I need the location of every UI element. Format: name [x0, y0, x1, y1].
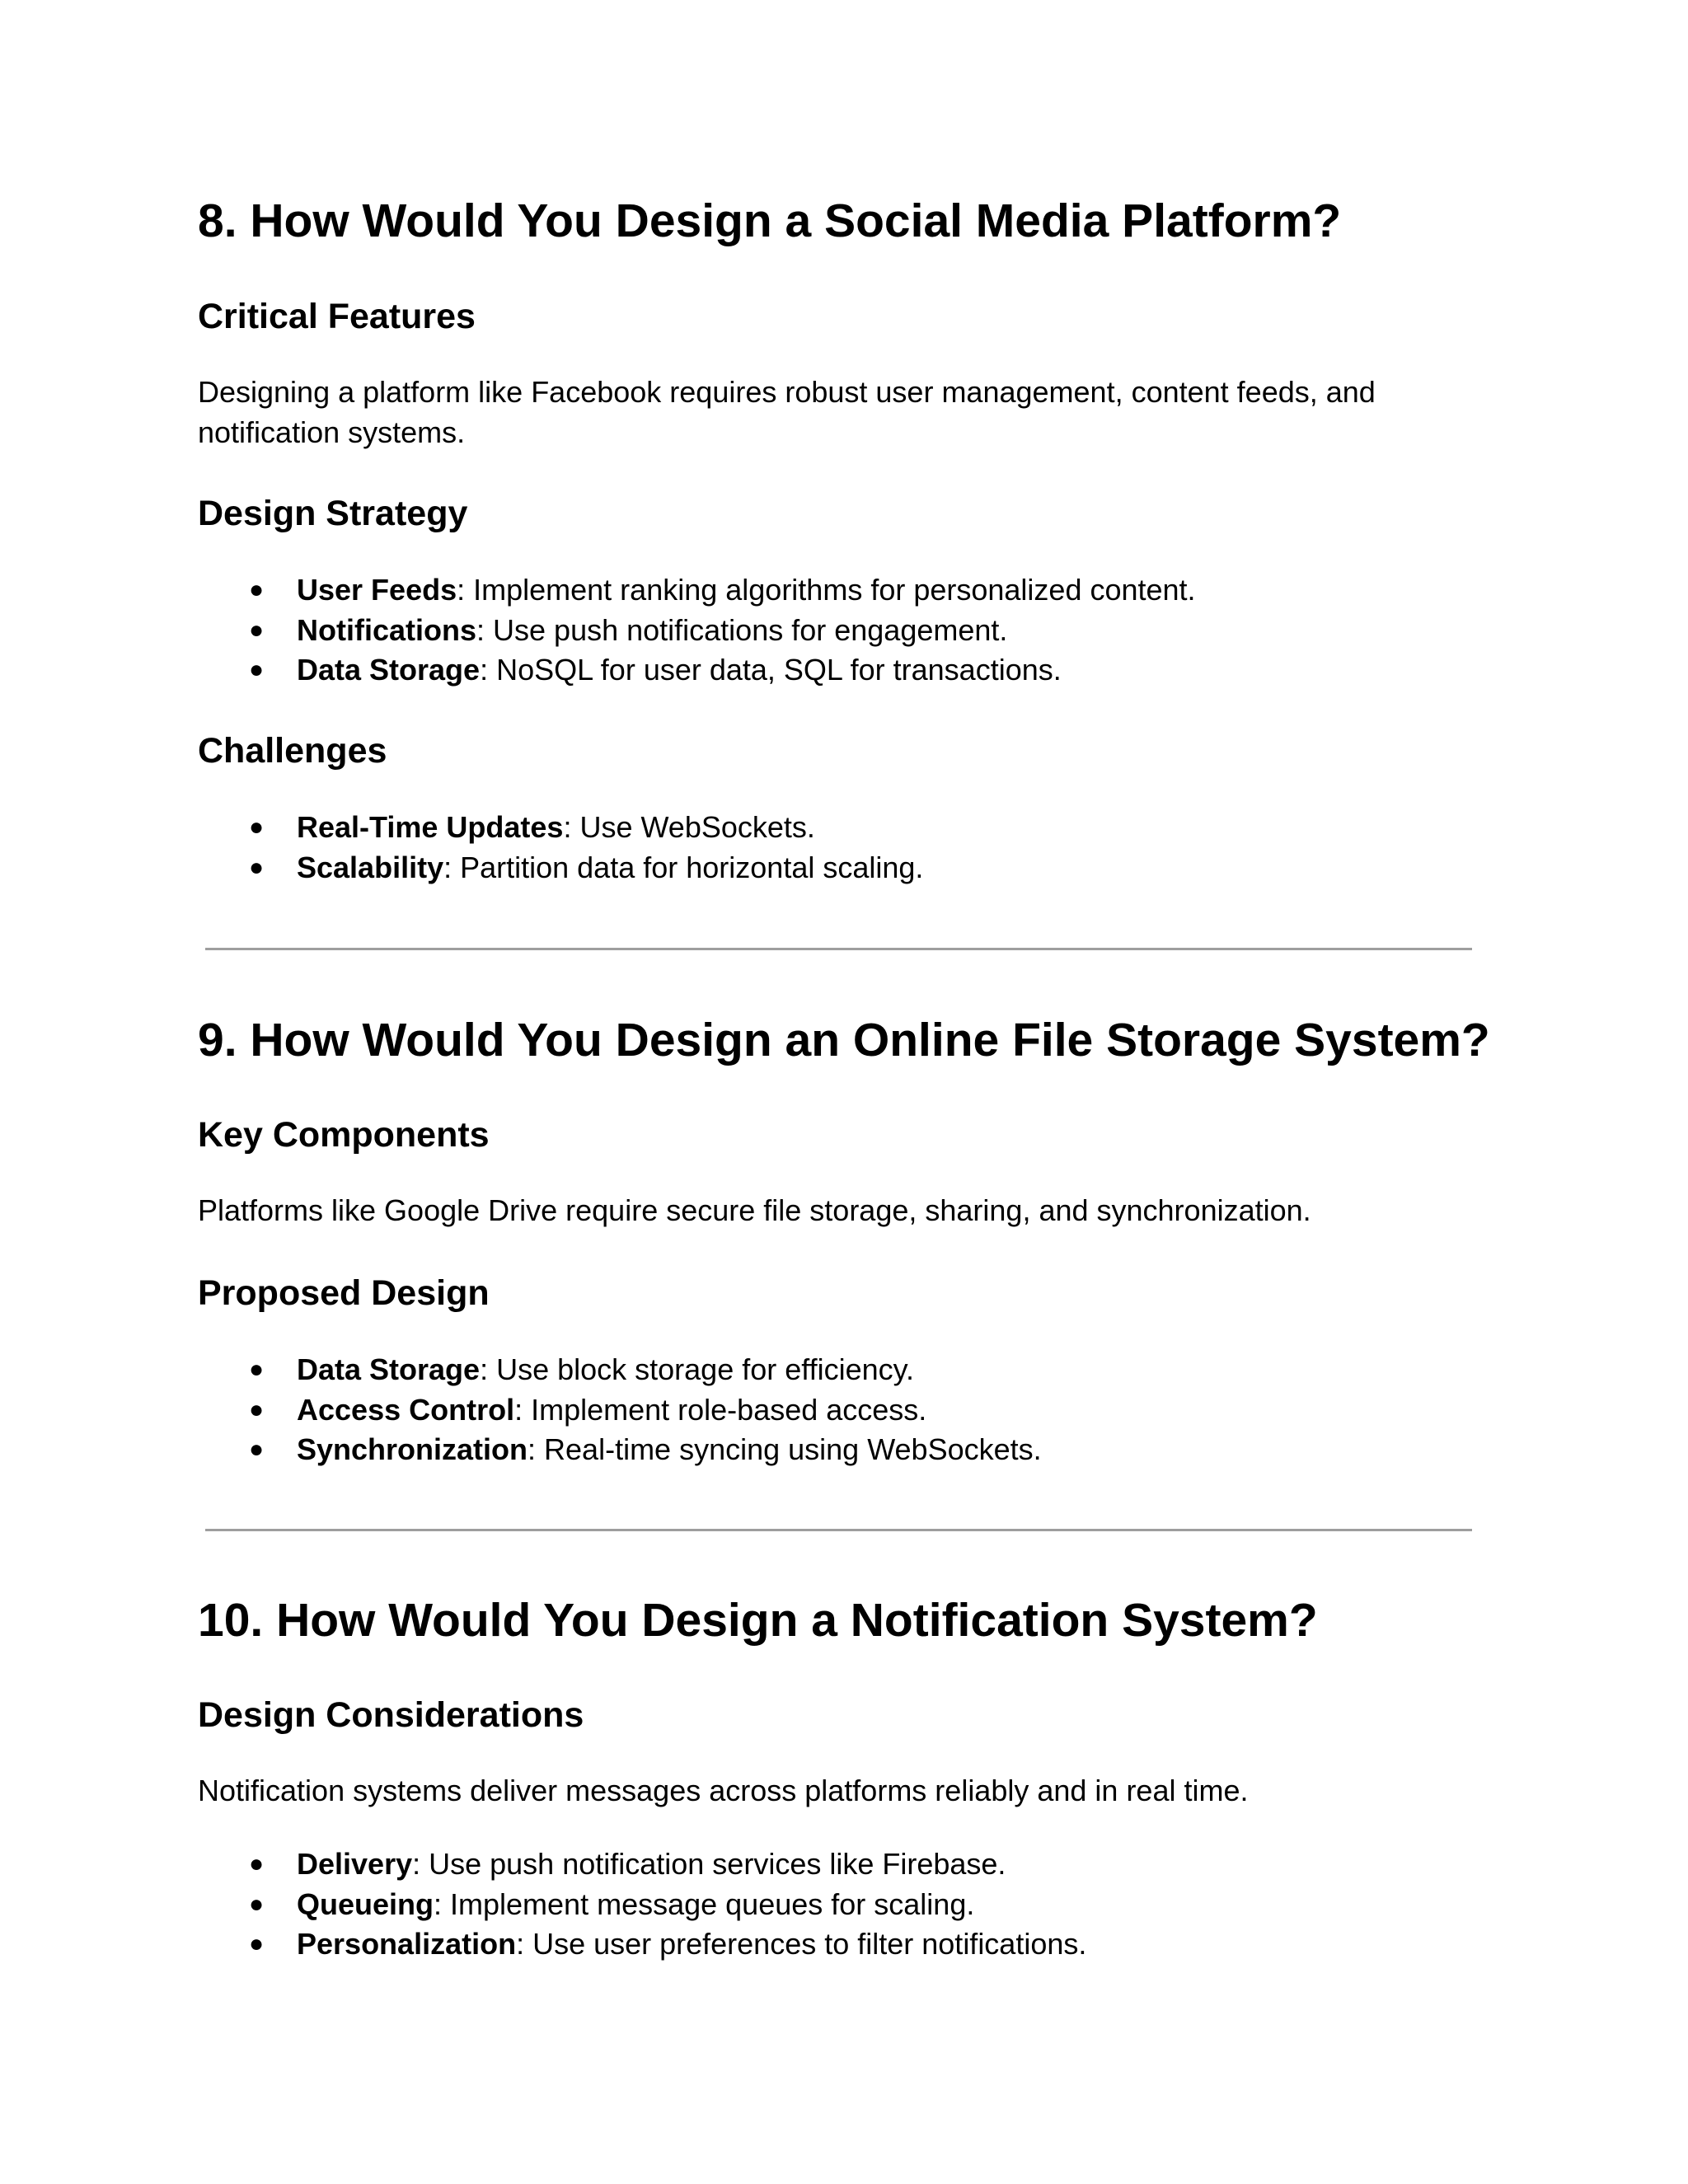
list-item	[198, 1885, 1086, 1925]
design-strategy-heading: Design Strategy	[198, 494, 468, 533]
proposed-design-list	[198, 1350, 1042, 1470]
section-8-title: 8. How Would You Design a Social Media Platform?	[198, 194, 1342, 247]
bullet-icon: ●	[249, 576, 265, 603]
list-item	[198, 570, 1196, 611]
list-item	[198, 1430, 1042, 1470]
list-item-term: Data Storage	[297, 1352, 481, 1386]
bullet-icon: ●	[249, 1930, 265, 1957]
list-item-desc: : Implement message queues for scaling.	[434, 1886, 975, 1921]
list-item	[198, 1924, 1086, 1965]
list-item-desc: : Use user preferences to filter notifications.	[516, 1927, 1087, 1961]
bullet-icon: ●	[249, 853, 265, 881]
bullet-icon: ●	[249, 813, 265, 841]
bullet-icon: ●	[249, 1436, 265, 1463]
list-item-desc: : Use WebSockets.	[563, 810, 815, 844]
challenges-list	[198, 808, 923, 888]
list-item-term: Personalization	[297, 1927, 517, 1961]
list-item-desc: : Implement ranking algorithms for personalized content.	[457, 573, 1196, 607]
list-item-term: User Feeds	[297, 573, 457, 607]
list-item	[198, 848, 923, 888]
section-10-title: 10. How Would You Design a Notification System?	[198, 1594, 1318, 1647]
bullet-icon: ●	[249, 616, 265, 644]
list-item-term: Access Control	[297, 1392, 515, 1427]
list-item-term: Delivery	[297, 1847, 413, 1881]
design-strategy-list	[198, 570, 1196, 691]
list-item-term: Queueing	[297, 1886, 434, 1921]
list-item-desc: : Partition data for horizontal scaling.	[443, 850, 924, 884]
list-item-term: Data Storage	[297, 653, 481, 687]
design-considerations-list	[198, 1844, 1086, 1965]
list-item-term: Scalability	[297, 850, 444, 884]
list-item	[198, 1350, 1042, 1390]
list-item-desc: : Use push notifications for engagement.	[476, 612, 1008, 647]
list-item-term: Synchronization	[297, 1432, 528, 1466]
list-item-desc: : Use block storage for efficiency.	[480, 1352, 914, 1386]
section-9-title: 9. How Would You Design an Online File Storage System?	[198, 1014, 1490, 1066]
section-divider	[205, 948, 1472, 950]
list-item	[198, 650, 1196, 691]
challenges-heading: Challenges	[198, 731, 387, 771]
proposed-design-heading: Proposed Design	[198, 1273, 490, 1313]
list-item-desc: : Implement role-based access.	[514, 1392, 927, 1427]
list-item-desc: : Use push notification services like Firebase.	[412, 1847, 1006, 1881]
bullet-icon: ●	[249, 1395, 265, 1423]
key-components-heading: Key Components	[198, 1115, 490, 1155]
bullet-icon: ●	[249, 1890, 265, 1918]
section-divider	[205, 1529, 1472, 1531]
design-considerations-paragraph: Notification systems deliver messages across platforms reliably and in real time.	[198, 1774, 1249, 1807]
list-item	[198, 808, 923, 848]
bullet-icon: ●	[249, 1850, 265, 1877]
bullet-icon: ●	[249, 1356, 265, 1383]
critical-features-heading: Critical Features	[198, 297, 476, 336]
critical-features-paragraph: Designing a platform like Facebook requires robust user management, content feeds, and notification systems.	[198, 375, 1376, 449]
list-item	[198, 611, 1196, 651]
list-item	[198, 1390, 1042, 1431]
list-item-term: Real-Time Updates	[297, 810, 564, 844]
list-item-desc: : NoSQL for user data, SQL for transactions.	[480, 653, 1062, 687]
design-considerations-heading: Design Considerations	[198, 1695, 584, 1735]
list-item	[198, 1844, 1086, 1885]
bullet-icon: ●	[249, 656, 265, 683]
list-item-term: Notifications	[297, 612, 477, 647]
key-components-paragraph: Platforms like Google Drive require secure file storage, sharing, and synchronization.	[198, 1193, 1311, 1227]
list-item-desc: : Real-time syncing using WebSockets.	[528, 1432, 1042, 1466]
